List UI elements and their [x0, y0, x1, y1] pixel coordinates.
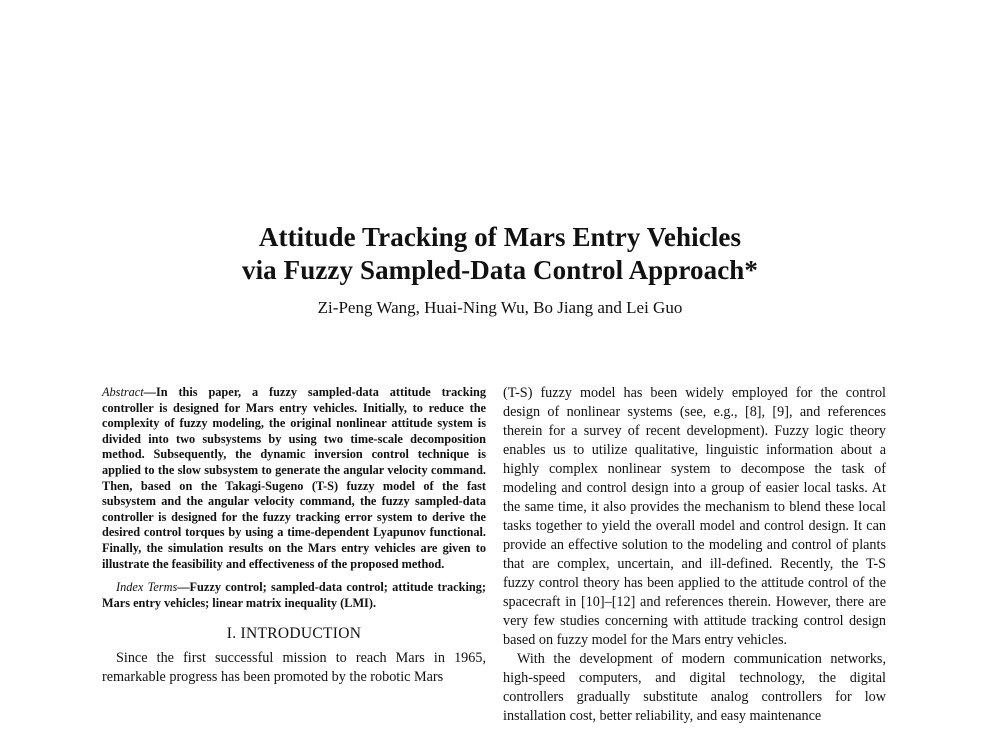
left-column	[102, 385, 486, 687]
author-list: Zi-Peng Wang, Huai-Ning Wu, Bo Jiang and Lei Guo	[317, 298, 683, 317]
abstract-text: —In this paper, a fuzzy sampled-data attitude tracking controller is designed for Mars entry vehicles. Initially, to reduce the complexity of fuzzy modeling, the original nonlinear attitude system is divided into two subsystems by using two time-scale decomposition method. Subsequently, the dynamic inversion control technique is applied to the slow subsystem to generate the angular velocity command. Then, based on the Takagi-Sugeno (T-S) fuzzy model of the fast subsystem and the angular velocity command, the fuzzy sampled-data controller is designed for the fuzzy tracking error system to derive the desired control torques by using a time-dependent Lyapunov functional. Finally, the simulation results on the Mars entry vehicles are given to illustrate the feasibility and effectiveness of the proposed method.	[102, 385, 486, 571]
abstract	[102, 385, 486, 572]
body-paragraph-2: With the development of modern communication networks, high-speed computers, and digital technology, the digital controllers gradually substitute analog controllers for low installation cost, better reliability, and easy maintenance	[503, 651, 886, 724]
abstract-label: Abstract	[102, 385, 144, 399]
index-terms-text: —Fuzzy control; sampled-data control; attitude tracking; Mars entry vehicles; linear matrix inequality (LMI).	[102, 580, 486, 610]
index-terms-label: Index Terms	[116, 580, 178, 595]
intro-paragraph: Since the first successful mission to reach Mars in 1965, remarkable progress has been promoted by the robotic Mars	[102, 650, 486, 686]
index-terms	[102, 580, 486, 611]
paper-title-line-2: via Fuzzy Sampled-Data Control Approach*	[241, 255, 759, 285]
right-column	[503, 384, 886, 726]
paper-title-line-1: Attitude Tracking of Mars Entry Vehicles	[258, 222, 742, 252]
body-paragraph-1: (T-S) fuzzy model has been widely employed for the control design of nonlinear systems (see, e.g., [8], [9], and references therein for a survey of recent development). Fuzzy logic theory enables us to utilize qualitative, linguistic information about a highly complex nonlinear system to decompose the task of modeling and control design into a group of easier local tasks. At the same time, it also provides the mechanism to blend these local tasks together to yield the overall model and control design. It can provide an effective solution to the modeling and control of plants that are complex, uncertain, and ill-defined. Recently, the T-S fuzzy control theory has been applied to the attitude control of the spacecraft in [10]–[12] and references therein. However, there are very few studies concerning with attitude tracking control design based on fuzzy model for the Mars entry vehicles.	[503, 385, 886, 648]
section-heading-introduction: I. INTRODUCTION	[226, 625, 362, 643]
